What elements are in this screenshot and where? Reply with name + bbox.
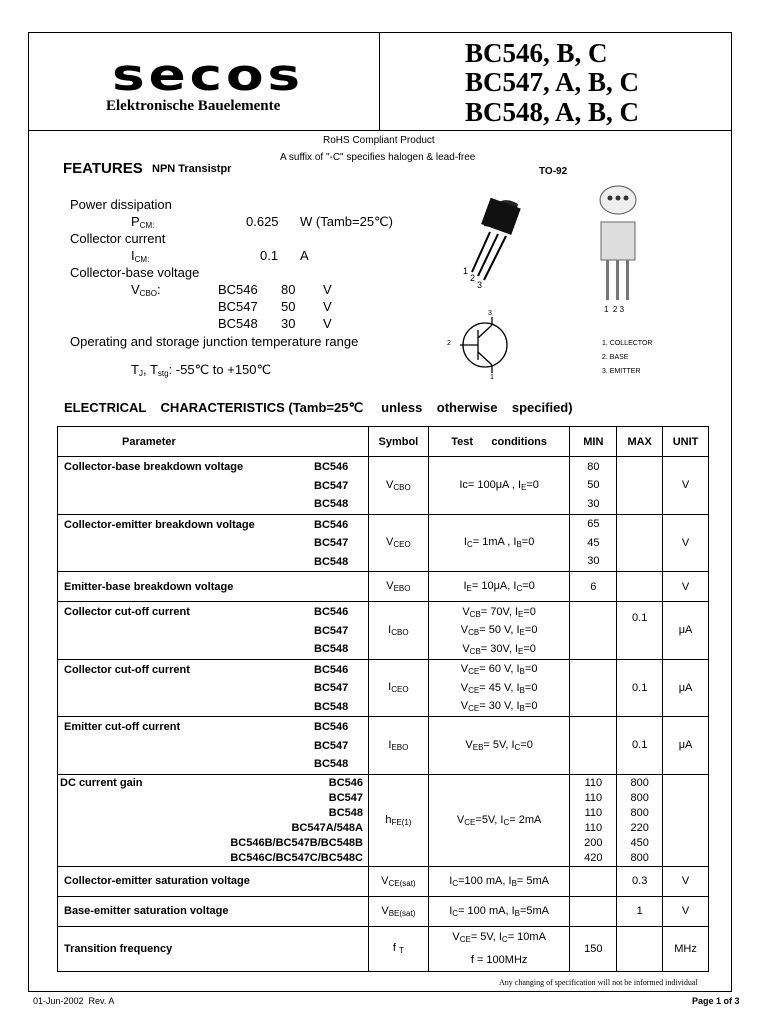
package-label: TO-92 [539, 166, 568, 177]
max-cell: 800 800 800 220 450 800 [617, 774, 663, 866]
symbol-cell: $V_{CEO}$ [368, 514, 428, 572]
param-name: DC current gain [60, 776, 143, 789]
unit-cell: μA [663, 659, 709, 717]
device: BC548 [314, 498, 349, 510]
legend-collector: 1. COLLECTOR [602, 340, 653, 347]
device: BC547A/548A [291, 821, 363, 834]
unit-cell: V [663, 572, 709, 602]
max-cell: 1 [617, 896, 663, 926]
rohs-note: RoHS Compliant Product [323, 135, 435, 146]
min-cell [570, 659, 617, 717]
transistor-type: NPN Transistpr [152, 163, 232, 175]
min-cell: 65 45 30 [570, 514, 617, 572]
unit-cell: V [663, 514, 709, 572]
symbol-cell: $h_{FE(1)}$ [368, 774, 428, 866]
page-number: Page 1 of 3 [692, 996, 740, 1006]
current-label: Collector current [70, 231, 166, 246]
header-max: MAX [617, 427, 663, 457]
device-list [314, 603, 348, 659]
device: BC547 [314, 739, 349, 752]
param-name: Collector-emitter breakdown voltage [64, 518, 255, 531]
max-cell [617, 457, 663, 515]
temp-label: Operating and storage junction temperature range [70, 334, 359, 349]
max-cell [617, 926, 663, 971]
condition-cell: $V_{CB}= 70V$, $I_E=0$ $V_{CB}= 50$ V, $I_E=0$ $V_{CB}= 30V$, $I_E=0$ [428, 602, 570, 660]
min-cell: 80 50 30 [570, 457, 617, 515]
header-symbol: Symbol [368, 427, 428, 457]
unit-cell: μA [663, 717, 709, 775]
table-row [58, 659, 709, 717]
table-row [58, 926, 709, 971]
device: BC548 [314, 643, 349, 655]
device-list [314, 458, 348, 514]
condition-cell: $I_E= 10\mu A$, $I_C=0$ [428, 572, 570, 602]
device: BC546 [328, 776, 363, 789]
pin-labels-bottom: 1 2 3 [604, 305, 625, 314]
param-name: Emitter cut-off current [64, 721, 181, 733]
symbol-cell: $V_{EBO}$ [368, 572, 428, 602]
table-row [58, 866, 709, 896]
table-row [58, 457, 709, 515]
legend-base: 2. BASE [602, 354, 629, 361]
device: BC546 [314, 721, 349, 733]
device-list [314, 516, 348, 572]
min-cell: 6 [570, 572, 617, 602]
param-name: Base-emitter saturation voltage [58, 896, 369, 926]
device: BC548 [314, 555, 349, 568]
vcbo-dev-2: BC547 [218, 299, 258, 314]
table-header-row [58, 427, 709, 457]
min-cell: 150 [570, 926, 617, 971]
condition-cell: $V_{CE}=5V$, $I_C= 2mA$ [428, 774, 570, 866]
device: BC546B/BC547B/BC548B [230, 836, 363, 849]
condition-cell: $I_C= 100$ mA, $I_B=5mA$ [428, 896, 570, 926]
param-name: Collector cut-off current [64, 606, 190, 618]
vcbo-unit-1: V [323, 282, 332, 297]
icm-value: 0.1 [260, 248, 279, 263]
min-cell: 110 110 110 110 200 420 [570, 774, 617, 866]
ec-heading: ELECTRICAL CHARACTERISTICS (Tamb=25℃ unless otherwise specified) [64, 400, 573, 415]
pcm-unit: W (Tamb=25℃) [300, 214, 393, 229]
condition-cell: $I_C= 1mA$ , $I_B=0$ [428, 514, 570, 572]
symbol-cell: $V_{CE(sat)}$ [368, 866, 428, 896]
table-row [58, 896, 709, 926]
symbol-cell: $I_{EBO}$ [368, 717, 428, 775]
param-name: Collector-emitter saturation voltage [58, 866, 369, 896]
device: BC548 [314, 758, 349, 770]
part-title-2: BC547, A, B, C [465, 67, 640, 97]
vcbo-unit-3: V [323, 316, 332, 331]
pcm-value: 0.625 [246, 214, 279, 229]
to92-front-view [600, 186, 636, 300]
header-unit: UNIT [663, 427, 709, 457]
vcbo-label: Collector-base voltage [70, 265, 200, 280]
min-cell [570, 717, 617, 775]
features-heading: FEATURES [63, 160, 143, 177]
symbol-pin-1: 1 [490, 374, 494, 381]
device: BC546 [314, 606, 349, 618]
icm-unit: A [300, 248, 309, 263]
max-cell: 0.1 [617, 659, 663, 717]
vcbo-symbol: $V_{CBO}$: [131, 282, 161, 298]
unit-cell: μA [663, 602, 709, 660]
min-cell [570, 896, 617, 926]
to92-body-3d [472, 198, 521, 280]
unit-cell: V [663, 866, 709, 896]
icm-symbol: $I_{CM:}$ [131, 248, 150, 264]
param-name: Collector-base breakdown voltage [64, 461, 244, 473]
unit-cell: MHz [663, 926, 709, 971]
device: BC547 [314, 682, 349, 694]
device: BC547 [314, 537, 349, 549]
header-vertical-divider [379, 32, 380, 130]
company-logo: secos [112, 50, 304, 101]
vcbo-dev-1: BC546 [218, 282, 258, 297]
unit-cell [663, 774, 709, 866]
vcbo-val-2: 50 [281, 299, 296, 314]
header-divider [28, 130, 732, 131]
max-cell [617, 572, 663, 602]
device: BC547 [328, 791, 363, 804]
header-min: MIN [570, 427, 617, 457]
max-cell: 0.1 [617, 717, 663, 775]
part-title-1: BC546, B, C [465, 38, 608, 68]
pcm-symbol: $P_{CM:}$ [131, 214, 155, 230]
condition-cell: $V_{CE}= 5V$, $I_C= 10mA$ f = 100MHz [428, 926, 570, 971]
vcbo-val-1: 80 [281, 282, 296, 297]
device: BC548 [314, 700, 349, 713]
unit-cell: V [663, 896, 709, 926]
vcbo-unit-2: V [323, 299, 332, 314]
table-row [58, 572, 709, 602]
symbol-cell: $I_{CEO}$ [368, 659, 428, 717]
device-list [190, 776, 363, 866]
disclaimer: Any changing of specification will not be informed individual [499, 978, 698, 987]
revision-date: 01-Jun-2002 Rev. A [33, 996, 115, 1006]
table-row [58, 774, 709, 866]
table-row [58, 717, 709, 775]
max-cell [617, 514, 663, 572]
pin-label-1: 1 [463, 266, 469, 276]
condition-cell: Ic= 100μA , $I_E=0$ [428, 457, 570, 515]
electrical-characteristics-table [57, 426, 709, 972]
part-title-3: BC548, A, B, C [465, 97, 640, 127]
device: BC547 [314, 479, 349, 492]
vcbo-val-3: 30 [281, 316, 296, 331]
condition-cell: $V_{CE}= 60$ V, $I_B=0$ $V_{CE}= 45$ V, $I_B=0$ $V_{CE}= 30$ V, $I_B=0$ [428, 659, 570, 717]
device-list [314, 661, 348, 717]
param-name: Emitter-base breakdown voltage [58, 572, 369, 602]
table-row [58, 514, 709, 572]
max-cell: 0.3 [617, 866, 663, 896]
pin-label-2: 2 [470, 273, 476, 283]
param-name: Collector cut-off current [64, 663, 190, 676]
company-subtitle: Elektronische Bauelemente [106, 98, 281, 114]
max-cell: 0.1 [617, 602, 663, 660]
condition-cell: $V_{EB}= 5V$, $I_C=0$ [428, 717, 570, 775]
header-parameter: Parameter [58, 427, 369, 457]
header-test: Test conditions [428, 427, 570, 457]
legend-emitter: 3. EMITTER [602, 368, 641, 375]
pin-label-3: 3 [477, 280, 483, 290]
symbol-cell: $V_{CBO}$ [368, 457, 428, 515]
symbol-cell: $V_{BE(sat)}$ [368, 896, 428, 926]
device: BC546 [314, 461, 349, 473]
temp-range: $T_J$, $T_{stg}$: -55℃ to +150℃ [131, 362, 272, 378]
vcbo-dev-3: BC548 [218, 316, 258, 331]
table-row [58, 602, 709, 660]
symbol-cell: $I_{CBO}$ [368, 602, 428, 660]
npn-transistor-symbol [460, 317, 507, 373]
device: BC548 [328, 806, 363, 819]
device: BC546 [314, 518, 349, 531]
halogen-note: A suffix of "-C" specifies halogen & lead-free [280, 152, 476, 163]
symbol-pin-2: 2 [447, 340, 451, 347]
power-label: Power dissipation [70, 197, 172, 212]
device-list [314, 718, 348, 774]
device: BC546 [314, 663, 349, 676]
condition-cell: $I_C=100$ mA, $I_B= 5mA$ [428, 866, 570, 896]
device: BC547 [314, 624, 349, 637]
param-name: Transition frequency [58, 926, 369, 971]
min-cell [570, 866, 617, 896]
min-cell [570, 602, 617, 660]
symbol-pin-3: 3 [488, 310, 492, 317]
unit-cell: V [663, 457, 709, 515]
symbol-cell: f $_T$ [368, 926, 428, 971]
device: BC546C/BC547C/BC548C [230, 851, 363, 864]
to92-package-drawing [440, 180, 740, 390]
